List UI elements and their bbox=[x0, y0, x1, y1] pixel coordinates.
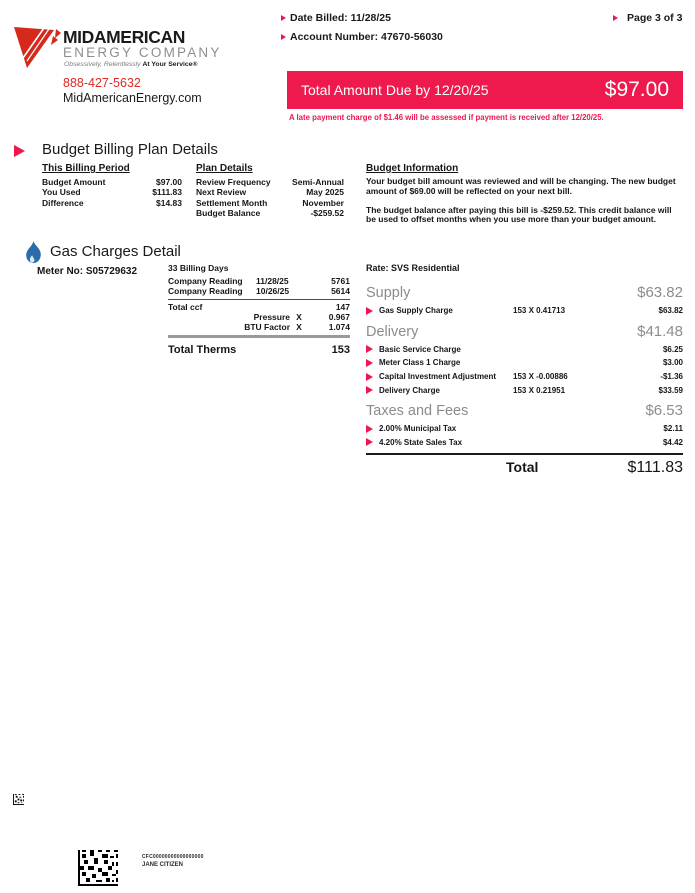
row-label: Budget Balance bbox=[196, 207, 261, 218]
charge-label: Basic Service Charge bbox=[379, 344, 461, 354]
bullet-arrow-icon bbox=[613, 15, 618, 21]
row-label: Budget Amount bbox=[42, 177, 106, 187]
charge-label: Gas Supply Charge bbox=[379, 306, 453, 316]
total-therms-row bbox=[168, 344, 350, 356]
row-label: Difference bbox=[42, 197, 84, 208]
gas-flame-icon bbox=[23, 241, 44, 269]
budget-info-paragraph-1: Your budget bill amount was reviewed and will be changing. The new budget amount of $69.00 will be reflected on your next bill. bbox=[366, 176, 676, 196]
budget-row bbox=[42, 177, 182, 187]
charge-row bbox=[366, 383, 683, 397]
multiply-sign: X bbox=[296, 311, 302, 322]
charge-row bbox=[366, 343, 683, 357]
billing-period-heading: This Billing Period bbox=[42, 163, 130, 174]
bullet-arrow-icon bbox=[281, 34, 286, 40]
total-ccf-label: Total ccf bbox=[168, 301, 203, 312]
charge-amount: $33.59 bbox=[658, 385, 683, 395]
reading-date: 11/28/25 bbox=[256, 276, 289, 287]
charge-label: 2.00% Municipal Tax bbox=[379, 424, 457, 434]
btu-factor-row bbox=[168, 322, 350, 332]
logo-wordmark-line2: ENERGY COMPANY bbox=[63, 45, 222, 60]
row-value: $111.83 bbox=[152, 187, 182, 198]
group-amount: $6.53 bbox=[645, 401, 683, 419]
budget-section-title: Budget Billing Plan Details bbox=[42, 141, 218, 158]
late-payment-notice: A late payment charge of $1.46 will be assessed if payment is received after 12/20/25. bbox=[289, 113, 604, 122]
divider bbox=[168, 299, 350, 300]
company-logo-emblem bbox=[14, 26, 62, 72]
row-value: -$259.52 bbox=[310, 207, 344, 218]
row-value: $14.83 bbox=[156, 197, 182, 208]
group-amount: $41.48 bbox=[637, 322, 683, 340]
charge-calc: 153 X 0.21951 bbox=[513, 385, 566, 395]
budget-information-column bbox=[366, 163, 678, 234]
charge-label: Delivery Charge bbox=[379, 385, 440, 395]
charge-row bbox=[366, 304, 683, 318]
small-datamatrix-barcode bbox=[13, 792, 24, 810]
total-therms-label: Total Therms bbox=[168, 344, 237, 357]
charge-label: 4.20% State Sales Tax bbox=[379, 437, 463, 447]
budget-info-heading: Budget Information bbox=[366, 163, 459, 174]
charge-calc: 153 X -0.00886 bbox=[513, 372, 568, 382]
tagline-script: Obsessively, Relentlessly bbox=[64, 61, 143, 68]
plan-row bbox=[196, 177, 344, 187]
logo-red-triangle-icon bbox=[14, 26, 62, 72]
bullet-arrow-icon bbox=[281, 15, 286, 21]
pressure-label: Pressure bbox=[253, 311, 290, 322]
group-name: Supply bbox=[366, 285, 411, 301]
mail-code: CFC00000000000000000 bbox=[142, 854, 204, 860]
btu-value: 1.074 bbox=[328, 322, 350, 333]
charge-arrow-icon bbox=[366, 373, 373, 381]
reading-value: 5761 bbox=[331, 276, 350, 287]
taxes-group-heading bbox=[366, 402, 683, 419]
charge-arrow-icon bbox=[366, 438, 373, 446]
charge-row bbox=[366, 436, 683, 450]
row-label: Review Frequency bbox=[196, 177, 271, 187]
budget-info-paragraph-2: The budget balance after paying this bill is -$259.52. This credit balance will be used to offset months when you use more than your budget amount. bbox=[366, 204, 672, 225]
row-value: May 2025 bbox=[306, 187, 344, 198]
company-reading-row bbox=[168, 286, 350, 296]
website-url: MidAmericanEnergy.com bbox=[63, 91, 202, 105]
budget-row bbox=[42, 198, 182, 208]
plan-row bbox=[196, 198, 344, 208]
total-therms-value: 153 bbox=[331, 344, 350, 357]
charge-row bbox=[366, 422, 683, 436]
reading-value: 5614 bbox=[331, 286, 350, 297]
grand-total-amount: $111.83 bbox=[627, 459, 683, 477]
rate-line: Rate: SVS Residential bbox=[366, 263, 460, 273]
charge-arrow-icon bbox=[366, 386, 373, 394]
charge-arrow-icon bbox=[366, 345, 373, 353]
logo-tagline bbox=[64, 61, 197, 68]
section-arrow-icon bbox=[14, 145, 25, 157]
reading-date: 10/26/25 bbox=[256, 286, 290, 297]
customer-name: JANE CITIZEN bbox=[142, 862, 184, 868]
group-name: Delivery bbox=[366, 323, 419, 340]
reading-label: Company Reading bbox=[168, 286, 243, 297]
grand-total-label: Total bbox=[506, 459, 539, 476]
supply-group-heading bbox=[366, 284, 683, 301]
total-due-amount: $97.00 bbox=[604, 78, 669, 101]
meter-number: Meter No: S05729632 bbox=[37, 266, 138, 277]
delivery-group-heading bbox=[366, 323, 683, 340]
charge-label: Capital Investment Adjustment bbox=[379, 372, 497, 382]
charge-amount: $63.82 bbox=[658, 306, 683, 316]
billing-days-row bbox=[168, 263, 350, 273]
plan-row bbox=[196, 187, 344, 197]
group-amount: $63.82 bbox=[637, 284, 683, 301]
charge-arrow-icon bbox=[366, 425, 373, 433]
grand-total-row bbox=[366, 455, 683, 477]
charge-amount: $3.00 bbox=[662, 358, 683, 368]
charge-arrow-icon bbox=[366, 359, 373, 367]
row-label: Settlement Month bbox=[196, 197, 268, 208]
row-value: November bbox=[302, 197, 344, 208]
charge-row bbox=[366, 356, 683, 370]
meter-reading-table bbox=[168, 263, 350, 356]
charge-amount: $4.42 bbox=[662, 437, 683, 447]
date-billed: Date Billed: 11/28/25 bbox=[290, 12, 391, 24]
row-label: You Used bbox=[42, 187, 81, 198]
pressure-row bbox=[168, 312, 350, 322]
total-ccf-value: 147 bbox=[335, 301, 350, 312]
total-ccf-row bbox=[168, 302, 350, 312]
phone-number: 888-427-5632 bbox=[63, 76, 141, 90]
this-billing-period-column bbox=[42, 163, 182, 208]
row-value: Semi-Annual bbox=[292, 177, 344, 187]
billing-days: 33 Billing Days bbox=[168, 263, 229, 273]
company-reading-row bbox=[168, 276, 350, 286]
multiply-sign: X bbox=[296, 322, 302, 333]
logo-wordmark-line1: MIDAMERICAN bbox=[63, 27, 185, 47]
plan-row bbox=[196, 208, 344, 218]
total-due-banner bbox=[287, 71, 683, 109]
divider-thick bbox=[168, 335, 350, 338]
pressure-value: 0.967 bbox=[328, 311, 350, 322]
charge-label: Meter Class 1 Charge bbox=[379, 358, 461, 368]
mailing-datamatrix-barcode bbox=[78, 850, 118, 891]
row-label: Next Review bbox=[196, 187, 247, 198]
row-value: $97.00 bbox=[156, 177, 182, 187]
charges-panel bbox=[366, 263, 683, 477]
reading-label: Company Reading bbox=[168, 276, 243, 287]
tagline-bold: At Your Service® bbox=[142, 61, 198, 68]
charge-amount: -$1.36 bbox=[660, 372, 683, 382]
charge-row bbox=[366, 370, 683, 384]
charge-arrow-icon bbox=[366, 307, 373, 315]
page-indicator: Page 3 of 3 bbox=[627, 12, 683, 24]
budget-row bbox=[42, 187, 182, 197]
charge-amount: $2.11 bbox=[663, 424, 683, 434]
plan-details-column bbox=[196, 163, 344, 218]
charge-calc: 153 X 0.41713 bbox=[513, 306, 566, 316]
gas-section-title: Gas Charges Detail bbox=[50, 243, 181, 260]
account-number: Account Number: 47670-56030 bbox=[290, 31, 443, 43]
plan-details-heading: Plan Details bbox=[196, 163, 253, 174]
charge-amount: $6.25 bbox=[662, 344, 683, 354]
group-name: Taxes and Fees bbox=[366, 402, 469, 419]
total-due-title: Total Amount Due by 12/20/25 bbox=[301, 82, 489, 98]
btu-label: BTU Factor bbox=[244, 322, 290, 333]
